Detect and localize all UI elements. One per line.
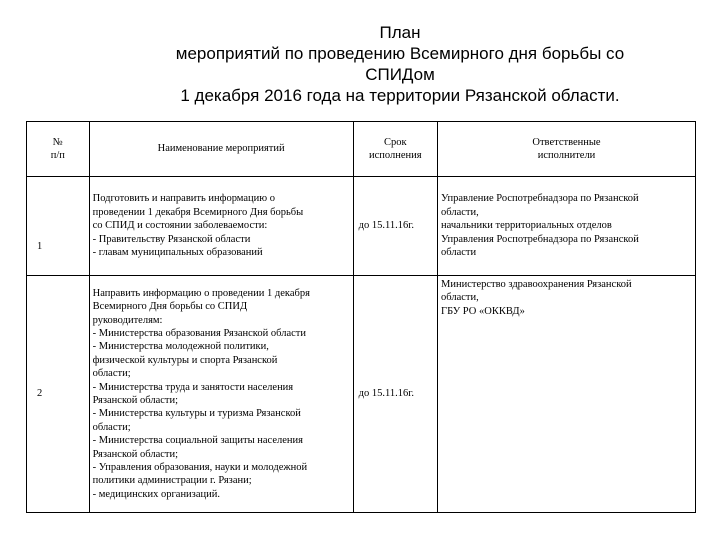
row-number: 1 — [27, 177, 90, 276]
row-event-name: Направить информацию о проведении 1 декабря Всемирного Дня борьбы со СПИД руководителям: - Министерства образования Рязанской области - Министерства молодежной политики, физической культуры и спорта Рязанской области; - Министерства труда и занятости населения Рязанской области; - Министерства культуры и туризма Рязанской области; - Министерства социальной защиты населения Рязанской области; - Управления образования, науки и молодежной политики администрации г. Рязани; - медицинских организаций. — [89, 276, 353, 513]
table-row — [27, 177, 696, 276]
row-event-name: Подготовить и направить информацию о проведении 1 декабря Всемирного Дня борьбы со СПИД и состоянии заболеваемости: - Правительству Рязанской области - главам муниципальных образований — [89, 177, 353, 276]
header-event-name: Наименование мероприятий — [89, 122, 353, 177]
row-deadline: до 15.11.16г. — [353, 276, 437, 513]
title-line-2: мероприятий по проведению Всемирного дня борьбы со — [175, 44, 625, 63]
row-deadline: до 15.11.16г. — [353, 177, 437, 276]
header-number: № п/п — [27, 122, 90, 177]
header-deadline: Срок исполнения — [353, 122, 437, 177]
row-responsible: Управление Роспотребнадзора по Рязанской области, начальники территориальных отделов Управления Роспотребнадзора по Рязанской области — [438, 177, 696, 276]
row-number: 2 — [27, 276, 90, 513]
table-header-row — [27, 122, 696, 177]
events-table — [26, 121, 696, 513]
document-title — [100, 22, 700, 106]
title-line-4: 1 декабря 2016 года на территории Рязанской области. — [180, 86, 620, 105]
title-line-1: План — [379, 23, 421, 42]
table-row — [27, 276, 696, 513]
title-line-3: СПИДом — [365, 65, 435, 84]
header-responsible: Ответственные исполнители — [438, 122, 696, 177]
row-responsible: Министерство здравоохранения Рязанской области, ГБУ РО «ОККВД» — [438, 276, 696, 513]
